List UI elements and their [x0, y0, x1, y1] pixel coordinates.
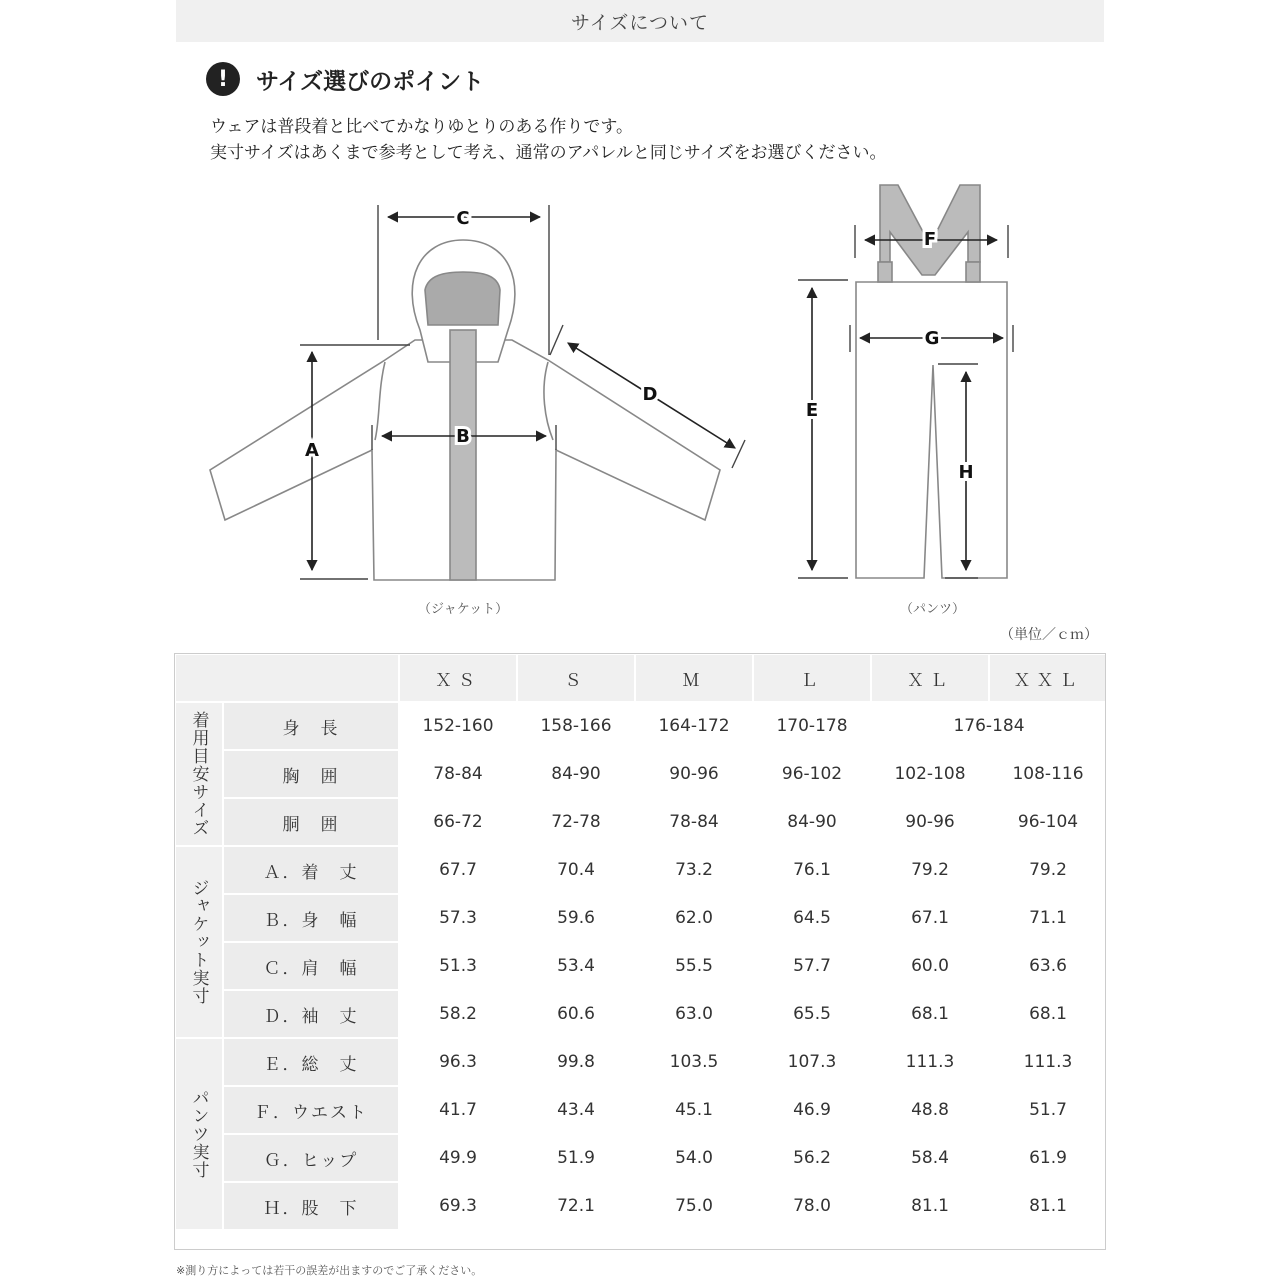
group-label: 着用目安サイズ [175, 702, 223, 846]
cell-value: 99.8 [517, 1038, 635, 1086]
cell-value: 59.6 [517, 894, 635, 942]
size-header-row [175, 654, 1107, 702]
cell-value: 75.0 [635, 1182, 753, 1230]
cell-value: 96-104 [989, 798, 1107, 846]
table-row [175, 846, 1107, 894]
table-row [175, 990, 1107, 1038]
cell-value: 79.2 [871, 846, 989, 894]
cell-value: 78-84 [635, 798, 753, 846]
row-label: Ｆ．ウエスト [223, 1086, 399, 1134]
cell-value: 79.2 [989, 846, 1107, 894]
row-label: Ａ．着 丈 [223, 846, 399, 894]
cell-value: 49.9 [399, 1134, 517, 1182]
cell-value: 70.4 [517, 846, 635, 894]
cell-value: 63.6 [989, 942, 1107, 990]
label-f: F [923, 229, 937, 250]
label-e: E [805, 400, 819, 421]
row-label: 胸 囲 [223, 750, 399, 798]
size-header-5: ＸＸＬ [989, 654, 1107, 702]
row-label: Ｂ．身 幅 [223, 894, 399, 942]
cell-value: 76.1 [753, 846, 871, 894]
table-row [175, 1134, 1107, 1182]
label-g: G [924, 328, 940, 349]
cell-value: 158-166 [517, 702, 635, 750]
footnote: ※測り方によっては若干の誤差が出ますのでご了承ください。 [176, 1264, 483, 1277]
cell-value: 72.1 [517, 1182, 635, 1230]
size-header-3: Ｌ [753, 654, 871, 702]
notes [210, 114, 887, 166]
label-d: D [642, 384, 658, 405]
table-row [175, 942, 1107, 990]
table-row [175, 750, 1107, 798]
cell-value: 176-184 [871, 702, 1107, 750]
label-h: H [958, 462, 974, 483]
row-label: Ｃ．肩 幅 [223, 942, 399, 990]
cell-value: 90-96 [635, 750, 753, 798]
cell-value: 43.4 [517, 1086, 635, 1134]
point-title: サイズ選びのポイント [256, 68, 485, 95]
note-line: 実寸サイズはあくまで参考として考え、通常のアパレルと同じサイズをお選びください。 [210, 143, 887, 163]
point-heading [206, 62, 484, 96]
cell-value: 60.6 [517, 990, 635, 1038]
cell-value: 61.9 [989, 1134, 1107, 1182]
cell-value: 90-96 [871, 798, 989, 846]
cell-value: 58.4 [871, 1134, 989, 1182]
cell-value: 108-116 [989, 750, 1107, 798]
cell-value: 103.5 [635, 1038, 753, 1086]
row-label: 胴 囲 [223, 798, 399, 846]
label-c: C [456, 208, 470, 229]
cell-value: 54.0 [635, 1134, 753, 1182]
header-blank [175, 654, 399, 702]
table-row [175, 1182, 1107, 1230]
cell-value: 48.8 [871, 1086, 989, 1134]
cell-value: 66-72 [399, 798, 517, 846]
cell-value: 84-90 [753, 798, 871, 846]
cell-value: 71.1 [989, 894, 1107, 942]
cell-value: 107.3 [753, 1038, 871, 1086]
table-row [175, 1086, 1107, 1134]
cell-value: 67.1 [871, 894, 989, 942]
row-label: 身 長 [223, 702, 399, 750]
cell-value: 78-84 [399, 750, 517, 798]
cell-value: 64.5 [753, 894, 871, 942]
cell-value: 51.7 [989, 1086, 1107, 1134]
cell-value: 96-102 [753, 750, 871, 798]
table-row [175, 1038, 1107, 1086]
cell-value: 67.7 [399, 846, 517, 894]
cell-value: 45.1 [635, 1086, 753, 1134]
cell-value: 46.9 [753, 1086, 871, 1134]
table-row [175, 702, 1107, 750]
cell-value: 68.1 [989, 990, 1107, 1038]
exclamation-icon: ! [206, 62, 240, 96]
cell-value: 62.0 [635, 894, 753, 942]
cell-value: 56.2 [753, 1134, 871, 1182]
section-header [176, 0, 1104, 42]
jacket-illustration [210, 240, 720, 580]
row-label: Ｅ．総 丈 [223, 1038, 399, 1086]
cell-value: 60.0 [871, 942, 989, 990]
label-b: B [456, 426, 470, 447]
size-header-2: Ｍ [635, 654, 753, 702]
cell-value: 152-160 [399, 702, 517, 750]
cell-value: 41.7 [399, 1086, 517, 1134]
cell-value: 68.1 [871, 990, 989, 1038]
size-table [174, 653, 1108, 1231]
cell-value: 170-178 [753, 702, 871, 750]
cell-value: 111.3 [871, 1038, 989, 1086]
cell-value: 81.1 [871, 1182, 989, 1230]
cell-value: 96.3 [399, 1038, 517, 1086]
cell-value: 81.1 [989, 1182, 1107, 1230]
group-label: パンツ実寸 [175, 1038, 223, 1230]
jacket-caption: （ジャケット） [418, 602, 509, 617]
table-row [175, 894, 1107, 942]
cell-value: 111.3 [989, 1038, 1107, 1086]
cell-value: 102-108 [871, 750, 989, 798]
cell-value: 65.5 [753, 990, 871, 1038]
size-header-0: ＸＳ [399, 654, 517, 702]
group-label: ジャケット実寸 [175, 846, 223, 1038]
cell-value: 72-78 [517, 798, 635, 846]
row-label: Ｈ．股 下 [223, 1182, 399, 1230]
cell-value: 51.3 [399, 942, 517, 990]
cell-value: 58.2 [399, 990, 517, 1038]
cell-value: 53.4 [517, 942, 635, 990]
cell-value: 63.0 [635, 990, 753, 1038]
cell-value: 69.3 [399, 1182, 517, 1230]
pants-caption: （パンツ） [900, 602, 966, 617]
size-header-1: Ｓ [517, 654, 635, 702]
section-title: サイズについて [570, 11, 710, 34]
unit-label: （単位／ｃｍ） [1000, 627, 1098, 643]
cell-value: 51.9 [517, 1134, 635, 1182]
cell-value: 164-172 [635, 702, 753, 750]
cell-value: 84-90 [517, 750, 635, 798]
size-header-4: ＸＬ [871, 654, 989, 702]
row-label: Ｇ．ヒップ [223, 1134, 399, 1182]
label-a: A [305, 440, 319, 461]
row-label: Ｄ．袖 丈 [223, 990, 399, 1038]
cell-value: 57.3 [399, 894, 517, 942]
cell-value: 55.5 [635, 942, 753, 990]
size-diagram [0, 170, 1280, 610]
table-row [175, 798, 1107, 846]
note-line: ウェアは普段着と比べてかなりゆとりのある作りです。 [210, 117, 633, 137]
cell-value: 57.7 [753, 942, 871, 990]
cell-value: 73.2 [635, 846, 753, 894]
cell-value: 78.0 [753, 1182, 871, 1230]
